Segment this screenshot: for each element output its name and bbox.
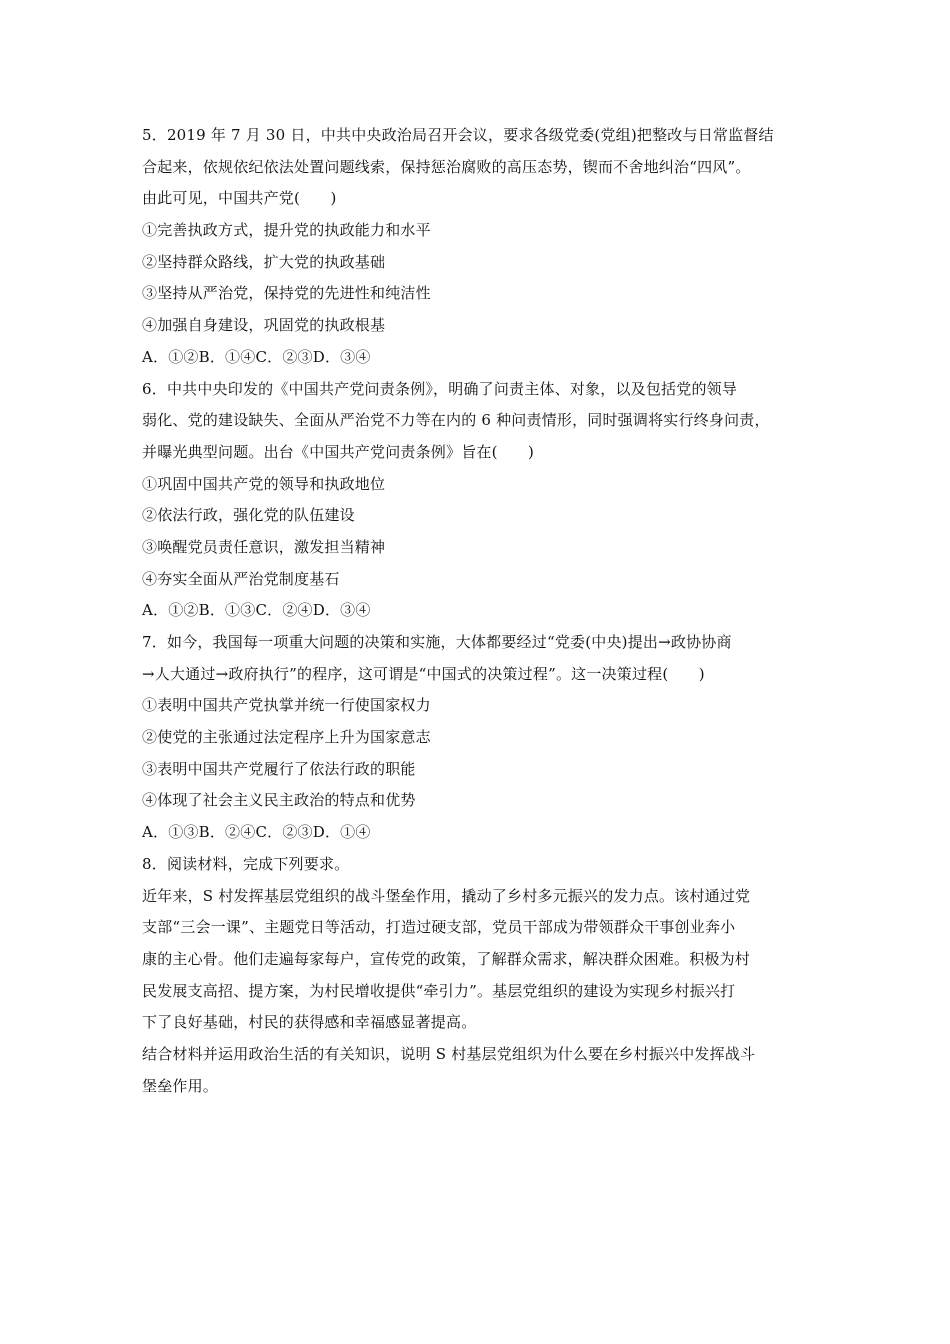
question-6-option-3: ③唤醒党员责任意识，激发担当精神 [142,537,386,556]
question-5-option-3: ③坚持从严治党，保持党的先进性和纯洁性 [142,284,431,303]
question-7-option-2: ②使党的主张通过法定程序上升为国家意志 [142,728,431,747]
document-body [142,120,822,1102]
question-7-option-4: ④体现了社会主义民主政治的特点和优势 [142,791,416,810]
question-5 [142,120,822,374]
question-6-option-2: ②依法行政，强化党的队伍建设 [142,506,355,525]
question-8-material-line-3: 康的主心骨。他们走遍每家每户，宣传党的政策，了解群众需求，解决群众困难。积极为村 [142,949,751,968]
question-5-answer-choices: A．①②B．①④C．②③D．③④ [142,347,371,366]
question-8 [142,849,822,1103]
question-7-stem-line-1: 7．如今，我国每一项重大问题的决策和实施，大体都要经过“党委(中央)提出→政协协商 [142,633,732,651]
question-5-stem-line-2: 合起来，依规依纪依法处置问题线索，保持惩治腐败的高压态势，锲而不舍地纠治“四风”。 [142,157,751,176]
question-7-stem-line-2: →人大通过→政府执行”的程序，这可谓是“中国式的决策过程”。这一决策过程( ) [142,664,705,683]
question-8-material-line-4: 民发展支高招、提方案，为村民增收提供“牵引力”。基层党组织的建设为实现乡村振兴打 [142,981,736,1000]
question-6-stem-line-3: 并曝光典型问题。出台《中国共产党问责条例》旨在( ) [142,442,535,461]
question-5-option-2: ②坚持群众路线，扩大党的执政基础 [142,252,386,271]
question-8-material-line-5: 下了良好基础，村民的获得感和幸福感显著提高。 [142,1013,477,1032]
question-7 [142,627,822,849]
question-8-title: 8．阅读材料，完成下列要求。 [142,854,350,873]
question-8-material-line-2: 支部“三会一课”、主题党日等活动，打造过硬支部，党员干部成为带领群众干事创业奔小 [142,918,736,937]
question-6-option-4: ④夯实全面从严治党制度基石 [142,569,340,588]
question-6-stem-line-2: 弱化、党的建设缺失、全面从严治党不力等在内的 6 种问责情形，同时强调将实行终身问责， [142,411,770,430]
question-6-stem-line-1: 6．中共中央印发的《中国共产党问责条例》，明确了问责主体、对象，以及包括党的领导 [142,379,738,398]
question-5-stem-line-3: 由此可见，中国共产党( ) [142,189,337,208]
question-5-stem-line-1: 5．2019 年 7 月 30 日，中共中央政治局召开会议，要求各级党委(党组)把整改与日常监督结 [142,126,774,144]
question-6-option-1: ①巩固中国共产党的领导和执政地位 [142,474,386,493]
question-5-option-4: ④加强自身建设，巩固党的执政根基 [142,316,386,335]
question-8-requirement-line-2: 堡垒作用。 [142,1076,219,1095]
question-7-option-1: ①表明中国共产党执掌并统一行使国家权力 [142,696,431,715]
question-5-option-1: ①完善执政方式，提升党的执政能力和水平 [142,221,431,240]
question-6-answer-choices: A．①②B．①③C．②④D．③④ [142,601,371,620]
question-6 [142,374,822,628]
question-8-requirement-line-1: 结合材料并运用政治生活的有关知识，说明 S 村基层党组织为什么要在乡村振兴中发挥战斗 [142,1044,756,1063]
question-8-material-line-1: 近年来，S 村发挥基层党组织的战斗堡垒作用，撬动了乡村多元振兴的发力点。该村通过党 [142,886,751,905]
question-7-answer-choices: A．①③B．②④C．②③D．①④ [142,823,371,842]
question-7-option-3: ③表明中国共产党履行了依法行政的职能 [142,759,416,778]
